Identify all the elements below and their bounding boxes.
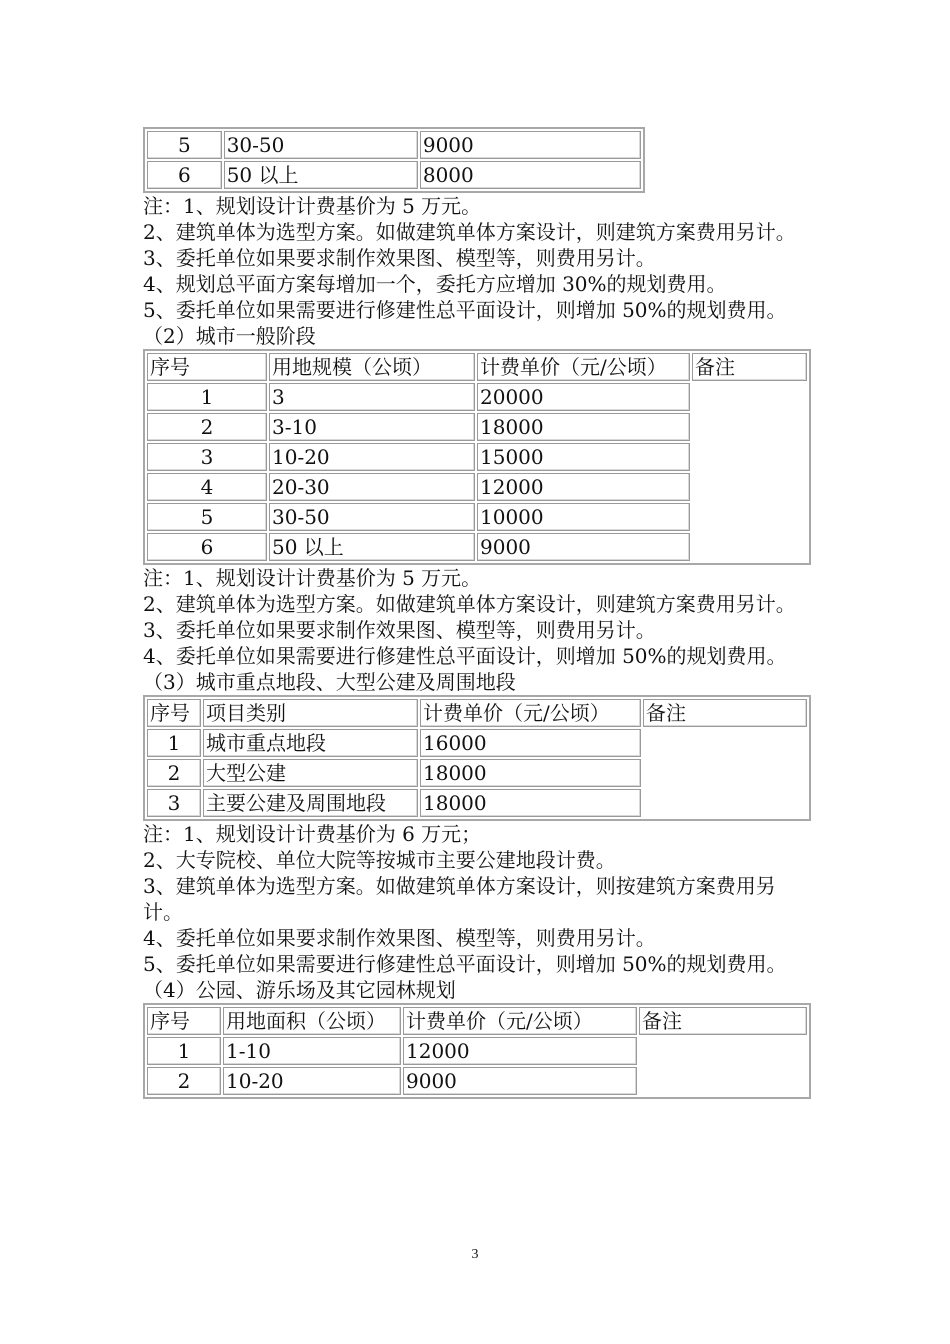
note-line: 2、建筑单体为选型方案。如做建筑单体方案设计，则建筑方案费用另计。 [143,592,796,616]
cell-index: 5 [147,503,267,531]
cell-category: 主要公建及周围地段 [203,789,418,817]
cell-index: 2 [147,413,267,441]
note-line: 注：1、规划设计计费基价为 5 万元。 [143,566,482,590]
note-line: 4、委托单位如果需要进行修建性总平面设计，则增加 50%的规划费用。 [143,644,787,668]
cell-area: 10-20 [223,1067,401,1095]
column-header: 备注 [692,353,807,381]
note-line: 注：1、规划设计计费基价为 6 万元； [143,822,482,846]
cell-index: 1 [147,729,201,757]
note-line: 5、委托单位如果需要进行修建性总平面设计，则增加 50%的规划费用。 [143,298,787,322]
note-line: 2、建筑单体为选型方案。如做建筑单体方案设计，则建筑方案费用另计。 [143,220,796,244]
cell-price: 20000 [477,383,690,411]
cell-price: 18000 [420,759,641,787]
cell-area: 3-10 [269,413,475,441]
section-title: （2）城市一般阶段 [143,324,316,348]
table-header-row [147,353,807,381]
cell-price: 9000 [403,1067,637,1095]
note-line: 2、大专院校、单位大院等按城市主要公建地段计费。 [143,848,616,872]
cell-price: 8000 [420,161,641,189]
table-row [147,161,641,189]
cell-price: 16000 [420,729,641,757]
cell-price: 9000 [420,131,641,159]
table-header-row [147,699,807,727]
cell-category: 大型公建 [203,759,418,787]
cell-note [643,729,807,757]
cell-index: 3 [147,789,201,817]
cell-index: 1 [147,1037,221,1065]
cell-note [643,789,807,817]
cell-note [639,1067,807,1095]
cell-price: 12000 [477,473,690,501]
table-section4 [143,1003,811,1099]
cell-price: 10000 [477,503,690,531]
notes-block-2 [143,565,813,669]
cell-note [692,473,807,501]
cell-area: 3 [269,383,475,411]
table-row [147,759,807,787]
section-title: （4）公园、游乐场及其它园林规划 [143,978,456,1002]
notes-block-3 [143,821,813,977]
column-header: 序号 [147,699,201,727]
table-row [147,383,807,411]
cell-note [692,443,807,471]
column-header: 用地面积（公顷） [223,1007,401,1035]
table-section2 [143,349,811,565]
cell-price: 18000 [420,789,641,817]
cell-price: 15000 [477,443,690,471]
cell-note [692,413,807,441]
cell-price: 12000 [403,1037,637,1065]
table-row [147,413,807,441]
note-line: 4、委托单位如果要求制作效果图、模型等，则费用另计。 [143,926,656,950]
column-header: 计费单价（元/公顷） [403,1007,637,1035]
column-header: 序号 [147,353,267,381]
cell-index: 6 [147,161,222,189]
note-line: 3、建筑单体为选型方案。如做建筑单体方案设计，则按建筑方案费用另计。 [143,874,776,924]
table-row [147,473,807,501]
section-title: （3）城市重点地段、大型公建及周围地段 [143,670,516,694]
column-header: 计费单价（元/公顷） [420,699,641,727]
cell-index: 2 [147,1067,221,1095]
column-header: 项目类别 [203,699,418,727]
cell-note [692,533,807,561]
table-row [147,789,807,817]
cell-index: 3 [147,443,267,471]
cell-index: 1 [147,383,267,411]
table-row [147,443,807,471]
cell-price: 18000 [477,413,690,441]
note-line: 注：1、规划设计计费基价为 5 万元。 [143,194,482,218]
page-number: 3 [471,1247,479,1262]
cell-area: 20-30 [269,473,475,501]
table-row [147,1067,807,1095]
cell-note [639,1037,807,1065]
table-row [147,729,807,757]
cell-note [692,503,807,531]
note-line: 5、委托单位如果需要进行修建性总平面设计，则增加 50%的规划费用。 [143,952,787,976]
column-header: 计费单价（元/公顷） [477,353,690,381]
cell-area: 30-50 [269,503,475,531]
cell-note [643,759,807,787]
cell-area: 1-10 [223,1037,401,1065]
note-line: 4、规划总平面方案每增加一个，委托方应增加 30%的规划费用。 [143,272,727,296]
cell-index: 6 [147,533,267,561]
table-row [147,533,807,561]
cell-note [692,383,807,411]
page-content [143,127,813,1099]
cell-index: 5 [147,131,222,159]
cell-price: 9000 [477,533,690,561]
cell-area: 30-50 [224,131,418,159]
column-header: 备注 [643,699,807,727]
note-line: 3、委托单位如果要求制作效果图、模型等，则费用另计。 [143,618,656,642]
table-row [147,131,641,159]
cell-area: 50 以上 [269,533,475,561]
cell-area: 10-20 [269,443,475,471]
column-header: 序号 [147,1007,221,1035]
table-header-row [147,1007,807,1035]
note-line: 3、委托单位如果要求制作效果图、模型等，则费用另计。 [143,246,656,270]
cell-index: 2 [147,759,201,787]
cell-index: 4 [147,473,267,501]
table-top [143,127,645,193]
column-header: 备注 [639,1007,807,1035]
notes-block-1 [143,193,813,323]
table-row [147,503,807,531]
table-row [147,1037,807,1065]
cell-area: 50 以上 [224,161,418,189]
cell-category: 城市重点地段 [203,729,418,757]
column-header: 用地规模（公顷） [269,353,475,381]
table-section3 [143,695,811,821]
